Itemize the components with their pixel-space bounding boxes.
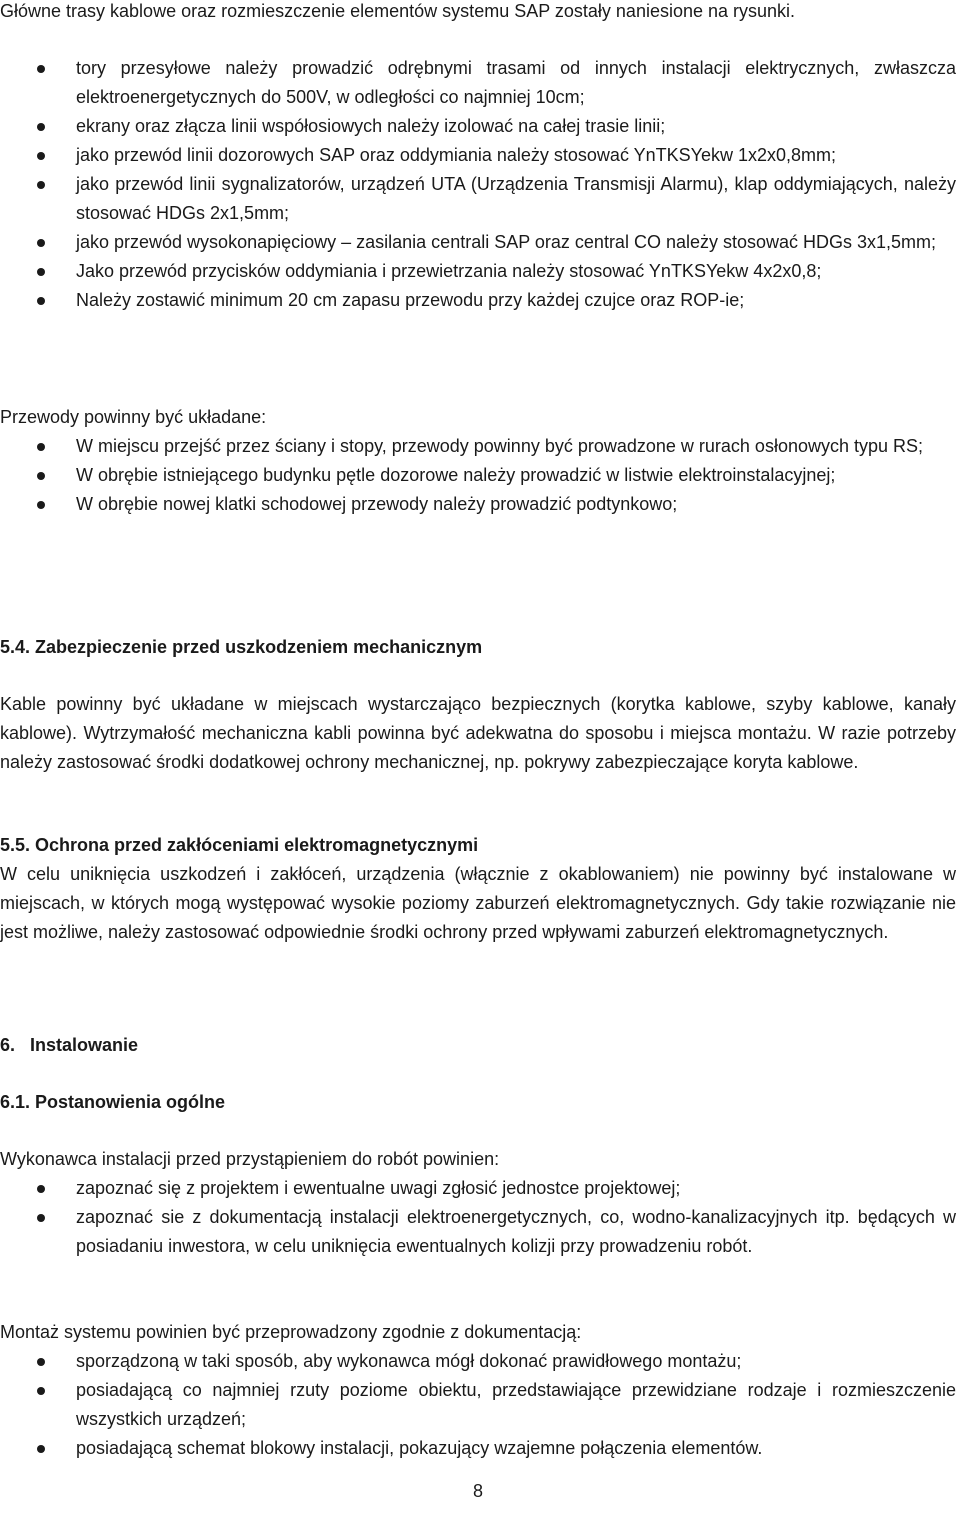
list-item: W obrębie nowej klatki schodowej przewody należy prowadzić podtynkowo;: [0, 490, 956, 519]
bullet-icon: [37, 1214, 45, 1222]
section-heading-6-1: 6.1. Postanowienia ogólne: [0, 1092, 226, 1112]
list-item: tory przesyłowe należy prowadzić odrębnymi trasami od innych instalacji elektrycznych, zwłaszcza elektroenergetycznych do 500V, w odległości co najmniej 10cm;: [0, 54, 956, 112]
list-item: sporządzoną w taki sposób, aby wykonawca mógł dokonać prawidłowego montażu;: [0, 1347, 956, 1376]
cable-requirements-list: [0, 54, 956, 315]
laying-list: [0, 432, 956, 519]
section-heading-5-4: 5.4. Zabezpieczenie przed uszkodzeniem mechanicznym: [0, 637, 483, 657]
section-heading-5-5: 5.5. Ochrona przed zakłóceniami elektromagnetycznymi: [0, 835, 479, 855]
intro-text: Główne trasy kablowe oraz rozmieszczenie elementów systemu SAP zostały naniesione na rysunki.: [0, 1, 796, 21]
bullet-icon: [37, 268, 45, 276]
bullet-icon: [37, 1445, 45, 1453]
bullet-icon: [37, 1358, 45, 1366]
documentation-list: [0, 1347, 956, 1463]
list-item: zapoznać sie z dokumentacją instalacji elektroenergetycznych, co, wodno-kanalizacyjnych itp. będących w posiadaniu inwestora, w celu uniknięcia ewentualnych kolizji przy prowadzeniu robót.: [0, 1203, 956, 1261]
list-item: zapoznać się z projektem i ewentualne uwagi zgłosić jednostce projektowej;: [0, 1174, 956, 1203]
list-item: jako przewód linii dozorowych SAP oraz oddymiania należy stosować YnTKSYekw 1x2x0,8mm;: [0, 141, 956, 170]
section-intro-6-1: Wykonawca instalacji przed przystąpieniem do robót powinien:: [0, 1149, 500, 1169]
list-item: Należy zostawić minimum 20 cm zapasu przewodu przy każdej czujce oraz ROP-ie;: [0, 286, 956, 315]
bullet-icon: [37, 1387, 45, 1395]
section-body-5-5: W celu uniknięcia uszkodzeń i zakłóceń, urządzenia (włącznie z okablowaniem) nie powinny być instalowane w miejscach, w których mogą występować wysokie poziomy zaburzeń elektromagnetycznych. Gdy takie rozwiązanie nie jest możliwe, należy zastosować odpowiednie środki ochrony przed wpływami zaburzeń elektromagnetycznych.: [0, 864, 956, 942]
list-item: Jako przewód przycisków oddymiania i przewietrzania należy stosować YnTKSYekw 4x2x0,8;: [0, 257, 956, 286]
bullet-icon: [37, 239, 45, 247]
montaz-intro: Montaż systemu powinien być przeprowadzony zgodnie z dokumentacją:: [0, 1322, 582, 1342]
bullet-icon: [37, 181, 45, 189]
section-heading-6: 6. Instalowanie: [0, 1035, 139, 1055]
bullet-icon: [37, 65, 45, 73]
list-item: jako przewód linii sygnalizatorów, urządzeń UTA (Urządzenia Transmisji Alarmu), klap oddymiających, należy stosować HDGs 2x1,5mm;: [0, 170, 956, 228]
bullet-icon: [37, 443, 45, 451]
contractor-duties-list: [0, 1174, 956, 1261]
section-body-5-4: Kable powinny być układane w miejscach wystarczająco bezpiecznych (korytka kablowe, szyby kablowe, kanały kablowe). Wytrzymałość mechaniczna kabli powinna być adekwatna do sposobu i miejsca montażu. W razie potrzeby należy zastosować środki dodatkowej ochrony mechanicznej, np. pokrywy zabezpieczające koryta kablowe.: [0, 694, 956, 772]
list-item: jako przewód wysokonapięciowy – zasilania centrali SAP oraz central CO należy stosować HDGs 3x1,5mm;: [0, 228, 956, 257]
list-item: W miejscu przejść przez ściany i stopy, przewody powinny być prowadzone w rurach osłonowych typu RS;: [0, 432, 956, 461]
list-item: ekrany oraz złącza linii współosiowych należy izolować na całej trasie linii;: [0, 112, 956, 141]
laying-intro: Przewody powinny być układane:: [0, 407, 267, 427]
bullet-icon: [37, 1185, 45, 1193]
list-item: W obrębie istniejącego budynku pętle dozorowe należy prowadzić w listwie elektroinstalacyjnej;: [0, 461, 956, 490]
bullet-icon: [37, 501, 45, 509]
bullet-icon: [37, 123, 45, 131]
list-item: posiadającą schemat blokowy instalacji, pokazujący wzajemne połączenia elementów.: [0, 1434, 956, 1463]
bullet-icon: [37, 152, 45, 160]
page-number: 8: [472, 1481, 483, 1501]
bullet-icon: [37, 472, 45, 480]
list-item: posiadającą co najmniej rzuty poziome obiektu, przedstawiające przewidziane rodzaje i rozmieszczenie wszystkich urządzeń;: [0, 1376, 956, 1434]
bullet-icon: [37, 297, 45, 305]
